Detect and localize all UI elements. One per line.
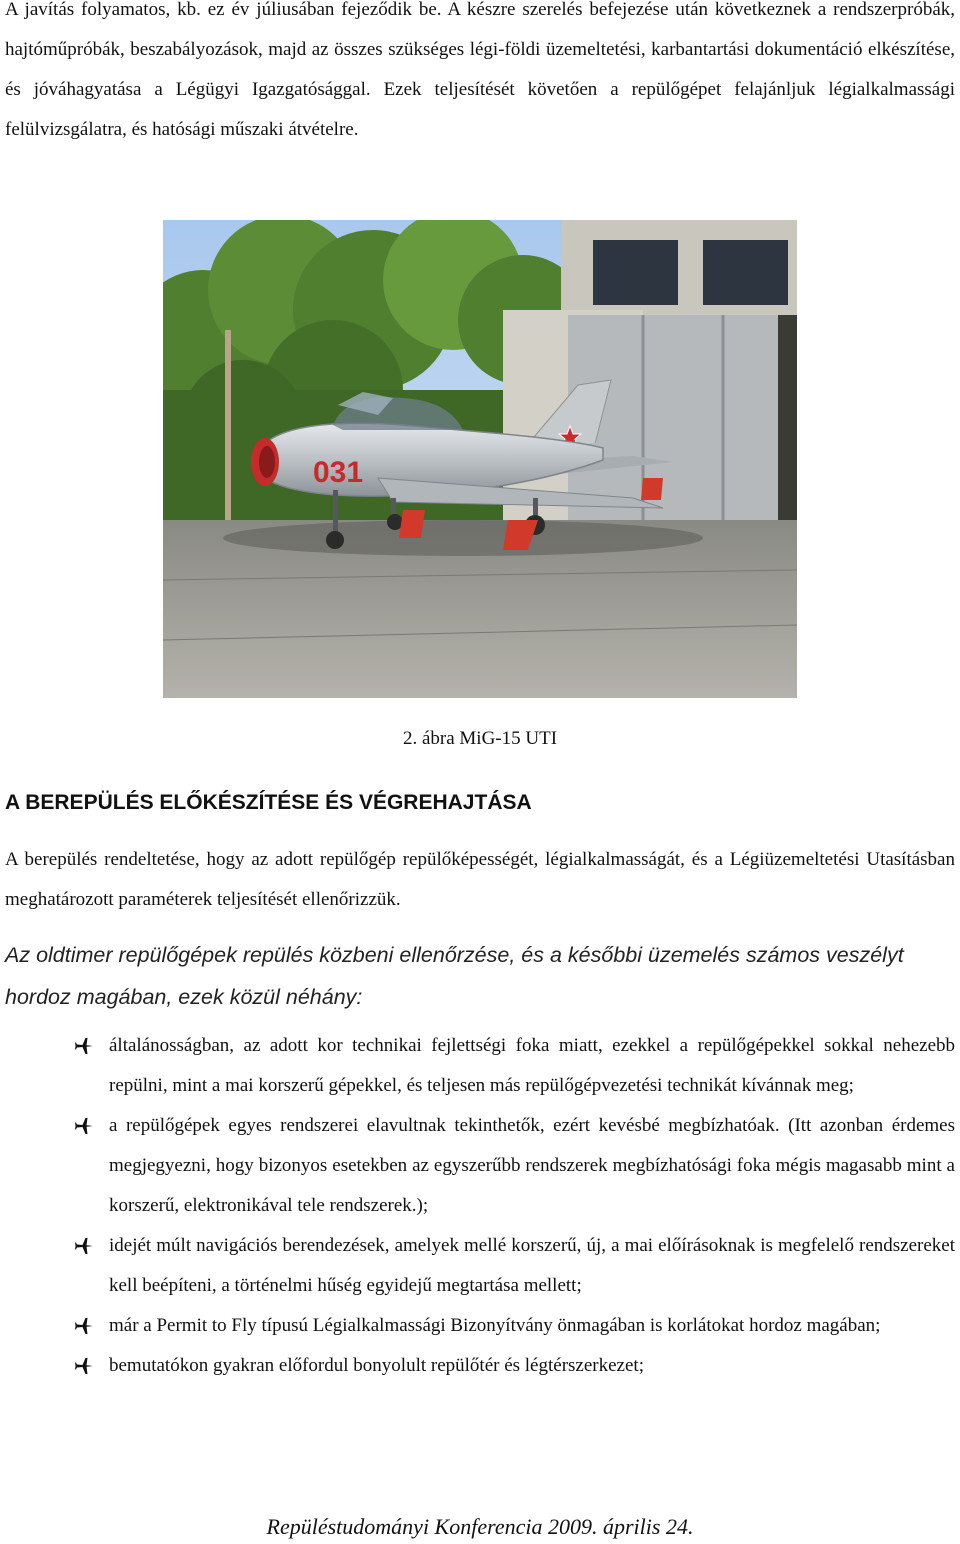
list-item — [0, 1306, 960, 1346]
airplane-icon — [74, 1036, 94, 1056]
list-item — [0, 1106, 960, 1226]
list-item — [0, 1346, 960, 1386]
airplane-icon — [74, 1316, 94, 1336]
section-heading: A BEREPÜLÉS ELŐKÉSZÍTÉSE ÉS VÉGREHAJTÁSA — [5, 791, 532, 814]
list-item-text: bemutatókon gyakran előfordul bonyolult repülőtér és légtérszerkezet; — [109, 1355, 644, 1376]
list-item-text: már a Permit to Fly típusú Légialkalmassági Bizonyítvány önmagában is korlátokat hordoz magában; — [109, 1315, 881, 1336]
risk-intro-text: Az oldtimer repülőgépek repülés közbeni ellenőrzése, és a későbbi üzemelés számos veszélyt hordoz magában, ezek közül néhány: — [5, 943, 904, 1009]
risk-list — [0, 1026, 960, 1386]
list-item-text: általánosságban, az adott kor technikai fejlettségi foka miatt, ezekkel a repülőgépekkel sokkal nehezebb repülni, mint a mai korszerű gépekkel, és teljesen más repülőgépvezetési technikát kívánnak meg; — [109, 1035, 955, 1096]
aircraft-photo — [163, 220, 797, 698]
airplane-icon — [74, 1356, 94, 1376]
airplane-icon — [74, 1236, 94, 1256]
aircraft-marking: 031 — [313, 456, 364, 489]
body-paragraph: A berepülés rendeltetése, hogy az adott repülőgép repülőképességét, légialkalmasságát, és a Légiüzemeltetési Utasításban meghatározott paraméterek teljesítését ellenőrizzük. — [5, 849, 955, 910]
airplane-icon — [74, 1116, 94, 1136]
figure-caption: 2. ábra MiG-15 UTI — [402, 728, 558, 749]
page-footer: Repüléstudományi Konferencia 2009. április 24. — [266, 1514, 694, 1539]
list-item-text: idejét múlt navigációs berendezések, amelyek mellé korszerű, új, a mai előírásoknak is megfelelő rendszereket kell beépíteni, a történelmi hűség egyidejű megtartása mellett; — [109, 1235, 955, 1296]
intro-paragraph: A javítás folyamatos, kb. ez év júliusában fejeződik be. A készre szerelés befejezése után következnek a rendszerpróbák, hajtóműpróbák, beszabályozások, majd az összes szükséges légi-földi üzemeltetési, karbantartási dokumentáció elkészítése, és jóváhagyatása a Légügyi Igazgatósággal. Ezek teljesítését követően a repülőgépet felajánljuk légialkalmassági felülvizsgálatra, és hatósági műszaki átvételre. — [5, 0, 955, 140]
list-item — [0, 1226, 960, 1306]
list-item-text: a repülőgépek egyes rendszerei elavultnak tekinthetők, ezért kevésbé megbízhatóak. (Itt azonban érdemes megjegyezni, hogy bizonyos esetekben az egyszerűbb rendszerek megbízhatósági foka mégis magasabb mint a korszerű, elektronikával tele rendszerek.); — [109, 1115, 955, 1216]
list-item — [0, 1026, 960, 1106]
